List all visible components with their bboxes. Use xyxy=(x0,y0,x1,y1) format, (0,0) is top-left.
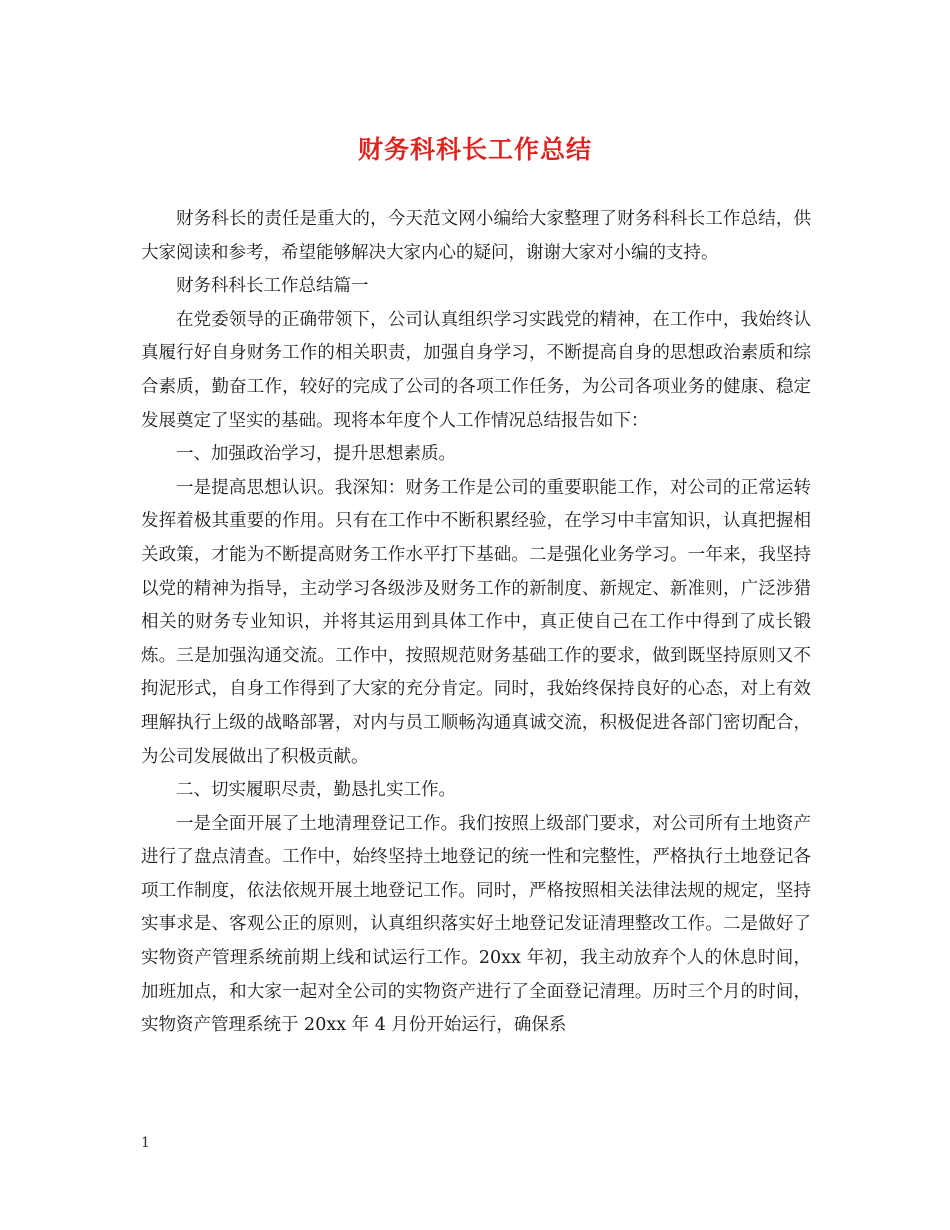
document-title: 财务科科长工作总结 xyxy=(357,135,592,164)
paragraph-section-heading: 财务科科长工作总结篇一 xyxy=(176,276,369,297)
paragraph-heading-2: 二、切实履职尽责，勤恳扎实工作。 xyxy=(176,780,456,801)
paragraph-study: 一是提高思想认识。我深知：财务工作是公司的重要职能工作，对公司的正常运转发挥着极其重要的作用。只有在工作中不断积累经验，在学习中丰富知识，认真把握相关政策，才能为不断提高财务工作水平打下基础。二是强化业务学习。一年来，我坚持以党的精神为指导，主动学习各级涉及财务工作的新制度、新规定、新准则，广泛涉猎相关的财务专业知识，并将其运用到具体工作中，真正使自己在工作中得到了成长锻炼。三是加强沟通交流。工作中，按照规范财务基础工作的要求，做到既坚持原则又不拘泥形式，自身工作得到了大家的充分肯定。同时，我始终保持良好的心态，对上有效理解执行上级的战略部署，对内与员工顺畅沟通真诚交流，积极促进各部门密切配合，为公司发展做出了积极贡献。 xyxy=(141,477,811,767)
paragraph-intro: 财务科长的责任是重大的，今天范文网小编给大家整理了财务科科长工作总结，供大家阅读和参考，希望能够解决大家内心的疑问，谢谢大家对小编的支持。 xyxy=(141,209,811,263)
page-number: 1 xyxy=(141,1135,150,1151)
paragraph-opening: 在党委领导的正确带领下，公司认真组织学习实践党的精神，在工作中，我始终认真履行好自身财务工作的相关职责，加强自身学习，不断提高自身的思想政治素质和综合素质，勤奋工作，较好的完成了公司的各项工作任务，为公司各项业务的健康、稳定发展奠定了坚实的基础。现将本年度个人工作情况总结报告如下： xyxy=(141,309,811,431)
document-body xyxy=(141,203,811,1043)
paragraph-land-registration: 一是全面开展了土地清理登记工作。我们按照上级部门要求，对公司所有土地资产进行了盘点清查。工作中，始终坚持土地登记的统一性和完整性，严格执行土地登记各项工作制度，依法依规开展土地登记工作。同时，严格按照相关法律法规的规定，坚持实事求是、客观公正的原则，认真组织落实好土地登记发证清理整改工作。二是做好了实物资产管理系统前期上线和试运行工作。20xx 年初，我主动放弃个人的休息时间，加班加点，和大家一起对全公司的实物资产进行了全面登记清理。历时三个月的时间，实物资产管理系统于 20xx 年 4 月份开始运行，确保系 xyxy=(141,813,811,1036)
paragraph-heading-1: 一、加强政治学习，提升思想素质。 xyxy=(176,444,456,465)
